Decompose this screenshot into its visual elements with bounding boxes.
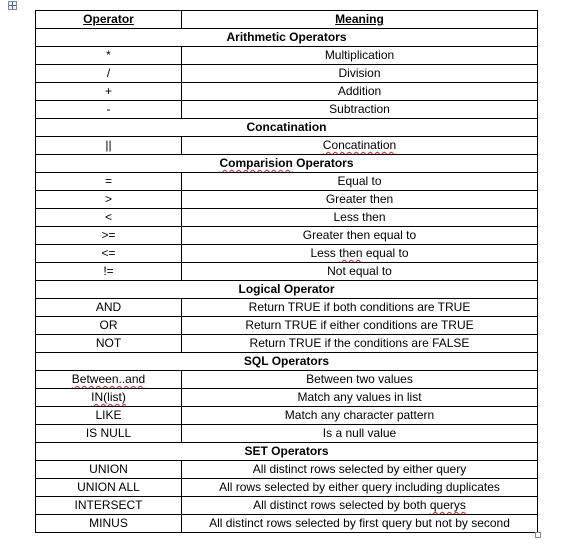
operators-table <box>35 10 538 533</box>
table-row <box>36 497 538 515</box>
section-header-row <box>36 29 538 47</box>
operator-cell: < <box>36 209 182 227</box>
meaning-cell: All distinct rows selected by either query <box>182 461 538 479</box>
header-row <box>36 11 538 29</box>
section-header-row <box>36 281 538 299</box>
meaning-cell: Equal to <box>182 173 538 191</box>
operator-cell: != <box>36 263 182 281</box>
operator-cell: Between..and <box>36 371 182 389</box>
meaning-cell: Multiplication <box>182 47 538 65</box>
section-title: SET Operators <box>36 443 538 461</box>
section-title: Arithmetic Operators <box>36 29 538 47</box>
section-header-row <box>36 119 538 137</box>
meaning-cell: All distinct rows selected by first query but not by second <box>182 515 538 533</box>
operator-cell: INTERSECT <box>36 497 182 515</box>
meaning-cell: Division <box>182 65 538 83</box>
meaning-cell: Subtraction <box>182 101 538 119</box>
operator-cell: UNION ALL <box>36 479 182 497</box>
table-row <box>36 263 538 281</box>
operator-cell: LIKE <box>36 407 182 425</box>
table-row <box>36 137 538 155</box>
operator-cell: * <box>36 47 182 65</box>
meaning-cell: Is a null value <box>182 425 538 443</box>
operator-cell: NOT <box>36 335 182 353</box>
table-row <box>36 65 538 83</box>
table-row <box>36 461 538 479</box>
table-row <box>36 83 538 101</box>
operator-cell: AND <box>36 299 182 317</box>
table-row <box>36 335 538 353</box>
table-row <box>36 317 538 335</box>
table-row <box>36 227 538 245</box>
meaning-cell: Match any character pattern <box>182 407 538 425</box>
table-row <box>36 515 538 533</box>
meaning-cell: All distinct rows selected by both querys <box>182 497 538 515</box>
meaning-cell: All rows selected by either query including duplicates <box>182 479 538 497</box>
table-move-handle-icon[interactable] <box>8 1 17 10</box>
operator-cell: = <box>36 173 182 191</box>
table-row <box>36 101 538 119</box>
meaning-cell: Greater then <box>182 191 538 209</box>
meaning-cell: Return TRUE if both conditions are TRUE <box>182 299 538 317</box>
operator-cell: >= <box>36 227 182 245</box>
table-row <box>36 245 538 263</box>
table-row <box>36 479 538 497</box>
operator-cell: UNION <box>36 461 182 479</box>
operator-cell: IN(list) <box>36 389 182 407</box>
header-meaning: Meaning <box>182 11 538 29</box>
meaning-cell: Not equal to <box>182 263 538 281</box>
section-header-row <box>36 155 538 173</box>
section-title: Concatination <box>36 119 538 137</box>
operator-cell: || <box>36 137 182 155</box>
meaning-cell: Match any values in list <box>182 389 538 407</box>
operator-cell: MINUS <box>36 515 182 533</box>
section-title: Comparision Operators <box>36 155 538 173</box>
table-row <box>36 371 538 389</box>
meaning-cell: Less then <box>182 209 538 227</box>
section-header-row <box>36 353 538 371</box>
table-row <box>36 299 538 317</box>
header-operator: Operator <box>36 11 182 29</box>
table-row <box>36 389 538 407</box>
table-row <box>36 173 538 191</box>
table-row <box>36 209 538 227</box>
meaning-cell: Addition <box>182 83 538 101</box>
meaning-cell: Concatination <box>182 137 538 155</box>
table-resize-handle-icon[interactable] <box>535 532 541 538</box>
section-title: Logical Operator <box>36 281 538 299</box>
meaning-cell: Less then equal to <box>182 245 538 263</box>
operator-cell: IS NULL <box>36 425 182 443</box>
meaning-cell: Greater then equal to <box>182 227 538 245</box>
operator-cell: OR <box>36 317 182 335</box>
section-header-row <box>36 443 538 461</box>
table-row <box>36 47 538 65</box>
operator-cell: - <box>36 101 182 119</box>
operator-cell: <= <box>36 245 182 263</box>
meaning-cell: Return TRUE if either conditions are TRUE <box>182 317 538 335</box>
operator-cell: + <box>36 83 182 101</box>
operator-cell: / <box>36 65 182 83</box>
meaning-cell: Between two values <box>182 371 538 389</box>
operator-cell: > <box>36 191 182 209</box>
meaning-cell: Return TRUE if the conditions are FALSE <box>182 335 538 353</box>
section-title: SQL Operators <box>36 353 538 371</box>
table-row <box>36 407 538 425</box>
table-row <box>36 191 538 209</box>
table-row <box>36 425 538 443</box>
